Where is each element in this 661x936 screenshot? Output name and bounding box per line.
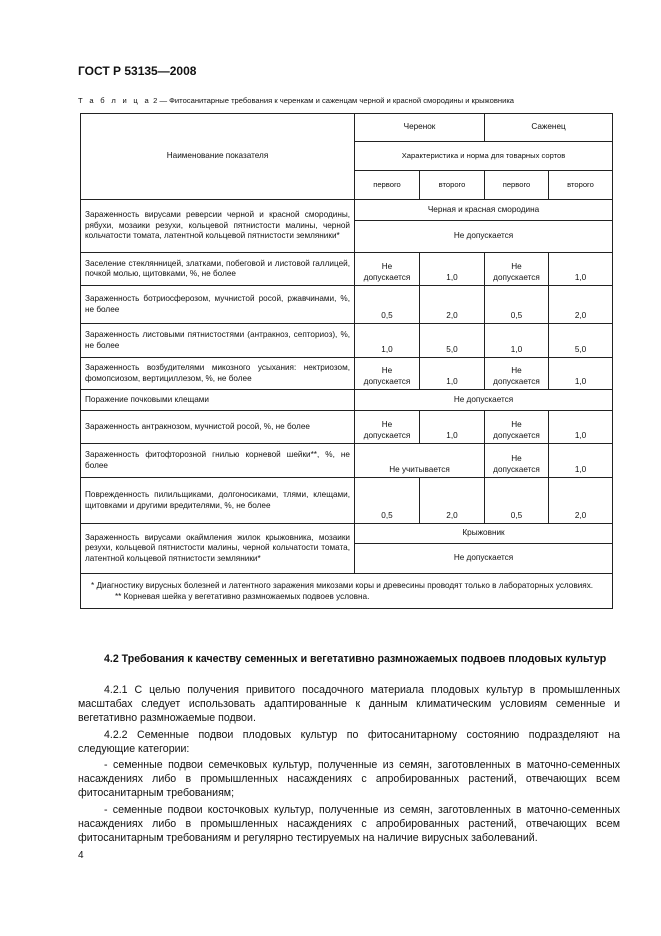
norm-value: 1,0: [549, 253, 613, 286]
norm-value: Не допускается: [485, 411, 549, 444]
document-title: ГОСТ Р 53135—2008: [78, 64, 197, 78]
section-heading: 4.2 Требования к качеству семенных и вегетативно размножаемых подвоев плодовых культур: [104, 653, 607, 665]
header-grade-first: первого: [355, 171, 420, 200]
norm-value: Не допускается: [355, 358, 420, 390]
indicator-name: Зараженность вирусами окаймления жилок крыжовника, мозаики резухи, кольцевой пятнистости малины, черной кольчатости томата, латентной кольцевой пятнистости земляники*: [81, 524, 355, 574]
table-notes-row: [81, 574, 613, 609]
note-2: ** Корневая шейка у вегетативно размножаемых подвоев условна.: [115, 592, 370, 601]
norm-value: 0,5: [355, 478, 420, 524]
header-cuttings: Черенок: [355, 114, 485, 142]
list-item-pome-rootstocks: - семенные подвои семечковых культур, полученные из семян, заготовленных в маточно-семенных насаждениях либо в промышленных насаждениях с апробированных растений, отвечающих всем фитосанитарным требованиям;: [78, 759, 620, 800]
norm-value: 5,0: [549, 324, 613, 358]
table-row: [81, 444, 613, 478]
indicator-name: Зараженность листовыми пятнистостями (антракноз, септориоз), %, не более: [81, 324, 355, 358]
norm-value: Не допускается: [485, 253, 549, 286]
indicator-name: Поражение почковыми клещами: [81, 390, 355, 411]
indicator-name: Зараженность возбудителями микозного усыхания: нектриозом, фомопсиозом, вертициллезом, %, не более: [81, 358, 355, 390]
norm-value: 1,0: [485, 324, 549, 358]
group-heading-gooseberry: Крыжовник: [355, 524, 613, 544]
table-row: [81, 324, 613, 358]
norm-value: 1,0: [420, 358, 485, 390]
norm-value: Не допускается: [355, 411, 420, 444]
group-heading-currant: Черная и красная смородина: [355, 200, 613, 221]
norm-value: 0,5: [355, 286, 420, 324]
header-grade-first: первого: [485, 171, 549, 200]
table-row: [81, 200, 613, 221]
table-header-row: [81, 114, 613, 142]
note-1: * Диагностику вирусных болезней и латентного заражения микозами коры и древесины проводят только в лабораторных условиях.: [91, 581, 594, 590]
phytosanitary-table: [80, 113, 613, 609]
page-number: 4: [78, 850, 84, 861]
norm-value: Не допускается: [355, 390, 613, 411]
header-indicator-name: Наименование показателя: [81, 114, 355, 200]
table-row: [81, 358, 613, 390]
norm-value: Не учитывается: [355, 444, 485, 478]
table-notes: [81, 574, 613, 609]
norm-value: 2,0: [420, 286, 485, 324]
table-row: [81, 411, 613, 444]
indicator-name: Зараженность антракнозом, мучнистой росой, %, не более: [81, 411, 355, 444]
paragraph-4-2-1: 4.2.1 С целью получения привитого посадочного материала плодовых культур в промышленных масштабах следует использовать адаптированные к данным климатическим условиям семенные и вегетативно размножаемые подвои.: [78, 684, 620, 725]
table-caption: [78, 96, 618, 105]
norm-value: Не допускается: [355, 221, 613, 253]
header-grade-second: второго: [420, 171, 485, 200]
paragraph-4-2-2: 4.2.2 Семенные подвои плодовых культур по фитосанитарному состоянию подразделяют на следующие категории:: [78, 728, 620, 755]
indicator-name: Зараженность вирусами реверсии черной и красной смородины, рябухи, мозаики резухи, кольцевой пятнистости малины, черной кольчатости томата, латентной кольцевой пятнистости земляники*: [81, 200, 355, 253]
norm-value: 2,0: [420, 478, 485, 524]
norm-value: 1,0: [420, 253, 485, 286]
indicator-name: Зараженность фитофторозной гнилью корневой шейки**, %, не более: [81, 444, 355, 478]
table-row: [81, 390, 613, 411]
norm-value: 1,0: [420, 411, 485, 444]
norm-value: 5,0: [420, 324, 485, 358]
norm-value: 0,5: [485, 478, 549, 524]
norm-value: Не допускается: [485, 444, 549, 478]
list-item-stone-rootstocks: - семенные подвои косточковых культур, полученные из семян, заготовленных в маточно-семенных насаждениях либо в промышленных насаждениях с апробированных растений, отвечающих всем фитосанитарным требованиям и регулярно тестируемых на наличие вирусных заболеваний.: [78, 803, 620, 845]
norm-value: 1,0: [549, 358, 613, 390]
norm-value: 0,5: [485, 286, 549, 324]
norm-value: Не допускается: [355, 544, 613, 574]
indicator-name: Заселение стеклянницей, златками, побеговой и листовой галлицей, почкой молью, щитовками, %, не более: [81, 253, 355, 286]
indicator-name: Поврежденность пилильщиками, долгоносиками, тлями, клещами, щитовками и другими вредителями, %, не более: [81, 478, 355, 524]
norm-value: 1,0: [355, 324, 420, 358]
norm-value: 1,0: [549, 411, 613, 444]
header-saplings: Саженец: [485, 114, 613, 142]
norm-value: 1,0: [549, 444, 613, 478]
header-grade-second: второго: [549, 171, 613, 200]
section-body: [78, 683, 620, 847]
table-row: [81, 478, 613, 524]
norm-value: Не допускается: [485, 358, 549, 390]
header-characteristic: Характеристика и норма для товарных сортов: [355, 142, 613, 171]
norm-value: 2,0: [549, 478, 613, 524]
table-row: [81, 524, 613, 544]
norm-value: Не допускается: [355, 253, 420, 286]
indicator-name: Зараженность ботриосферозом, мучнистой росой, ржавчинами, %, не более: [81, 286, 355, 324]
table-caption-text: 2 — Фитосанитарные требования к черенкам и саженцам черной и красной смородины и крыжовника: [151, 96, 515, 105]
table-row: [81, 286, 613, 324]
norm-value: 2,0: [549, 286, 613, 324]
table-caption-label: Т а б л и ц а: [78, 96, 152, 105]
table-row: [81, 253, 613, 286]
